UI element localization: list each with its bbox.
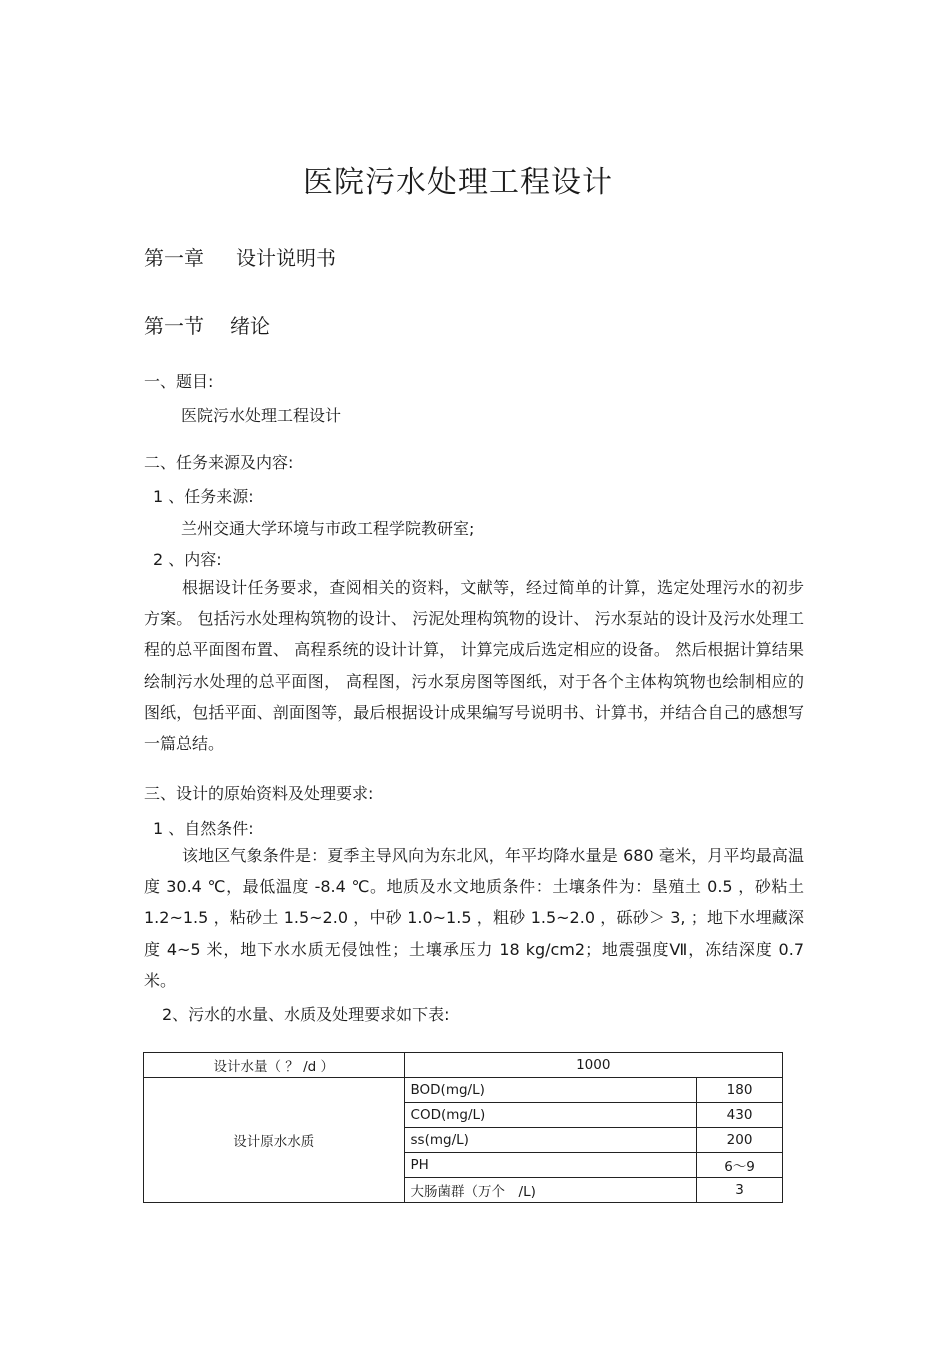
group-label-cell: 设计原水水质 [144,1078,405,1203]
part2-heading: 二、任务来源及内容: [144,453,294,472]
param-cell: 大肠菌群（万个 /L) [404,1178,697,1203]
part2-item2-paragraph: 根据设计任务要求，查阅相关的资料，文献等，经过简单的计算，选定处理污水的初步方案。 包括污水处理构筑物的设计、 污泥处理构筑物的设计、 污水泵站的设计及污水处理工程的总平面图布置、 高程系统的设计计算， 计算完成后选定相应的设备。 然后根据计算结果绘制污水处理的总平面图， 高程图，污水泵房图等图纸，对于各个主体构筑物也绘制相应的图纸，包括平面、剖面图等，最后根据设计成果编写号说明书、计算书，并结合自己的感想写一篇总结。 [144,578,804,754]
part1-heading: 一、题目: [144,372,214,391]
param-cell: ss(mg/L) [404,1128,697,1153]
part3-item2-label: 2、污水的水量、水质及处理要求如下表: [162,1005,450,1024]
flow-label-cell: 设计水量（ ？ /d ） [144,1053,405,1078]
part3-item1-paragraph: 该地区气象条件是：夏季主导风向为东北风，年平均降水量是 680 毫米，月平均最高温度 30.4 ℃，最低温度 -8.4 ℃。地质及水文地质条件：土壤条件为：垦殖土 0.5 ，砂粘土 1.2~1.5 ，粘砂土 1.5~2.0 ，中砂 1.0~1.5 ，粗砂 1.5~2.0 ，砾砂＞ 3, ；地下水埋藏深度 4~5 米，地下水水质无侵蚀性；土壤承压力 18 kg/cm2；地震强度Ⅶ，冻结深度 0.7 米。 [144,846,804,990]
param-cell: BOD(mg/L) [404,1078,697,1103]
part2-item2-label: 2 、内容: [153,550,222,569]
chapter-label: 第一章 [144,246,204,270]
section-name: 绪论 [230,314,270,338]
value-cell: 200 [697,1128,783,1153]
value-cell: 180 [697,1078,783,1103]
value-cell: 3 [697,1178,783,1203]
section-heading [144,310,270,339]
value-cell: 6～9 [697,1153,783,1178]
part3-heading: 三、设计的原始资料及处理要求: [144,784,374,803]
flow-value-cell: 1000 [404,1053,782,1078]
param-cell: PH [404,1153,697,1178]
part1-content: 医院污水处理工程设计 [181,406,342,425]
part3-item1-label: 1 、自然条件: [153,819,254,838]
part2-item1-text: 兰州交通大学环境与市政工程学院教研室; [181,519,475,538]
document-title: 医院污水处理工程设计 [303,165,613,200]
value-cell: 430 [697,1103,783,1128]
table-row [144,1053,783,1078]
water-quality-table [143,1052,783,1203]
part2-item1-label: 1 、任务来源: [153,487,254,506]
chapter-name: 设计说明书 [236,246,336,270]
chapter-heading [144,242,336,271]
table-row [144,1078,783,1103]
param-cell: COD(mg/L) [404,1103,697,1128]
section-label: 第一节 [144,314,204,338]
